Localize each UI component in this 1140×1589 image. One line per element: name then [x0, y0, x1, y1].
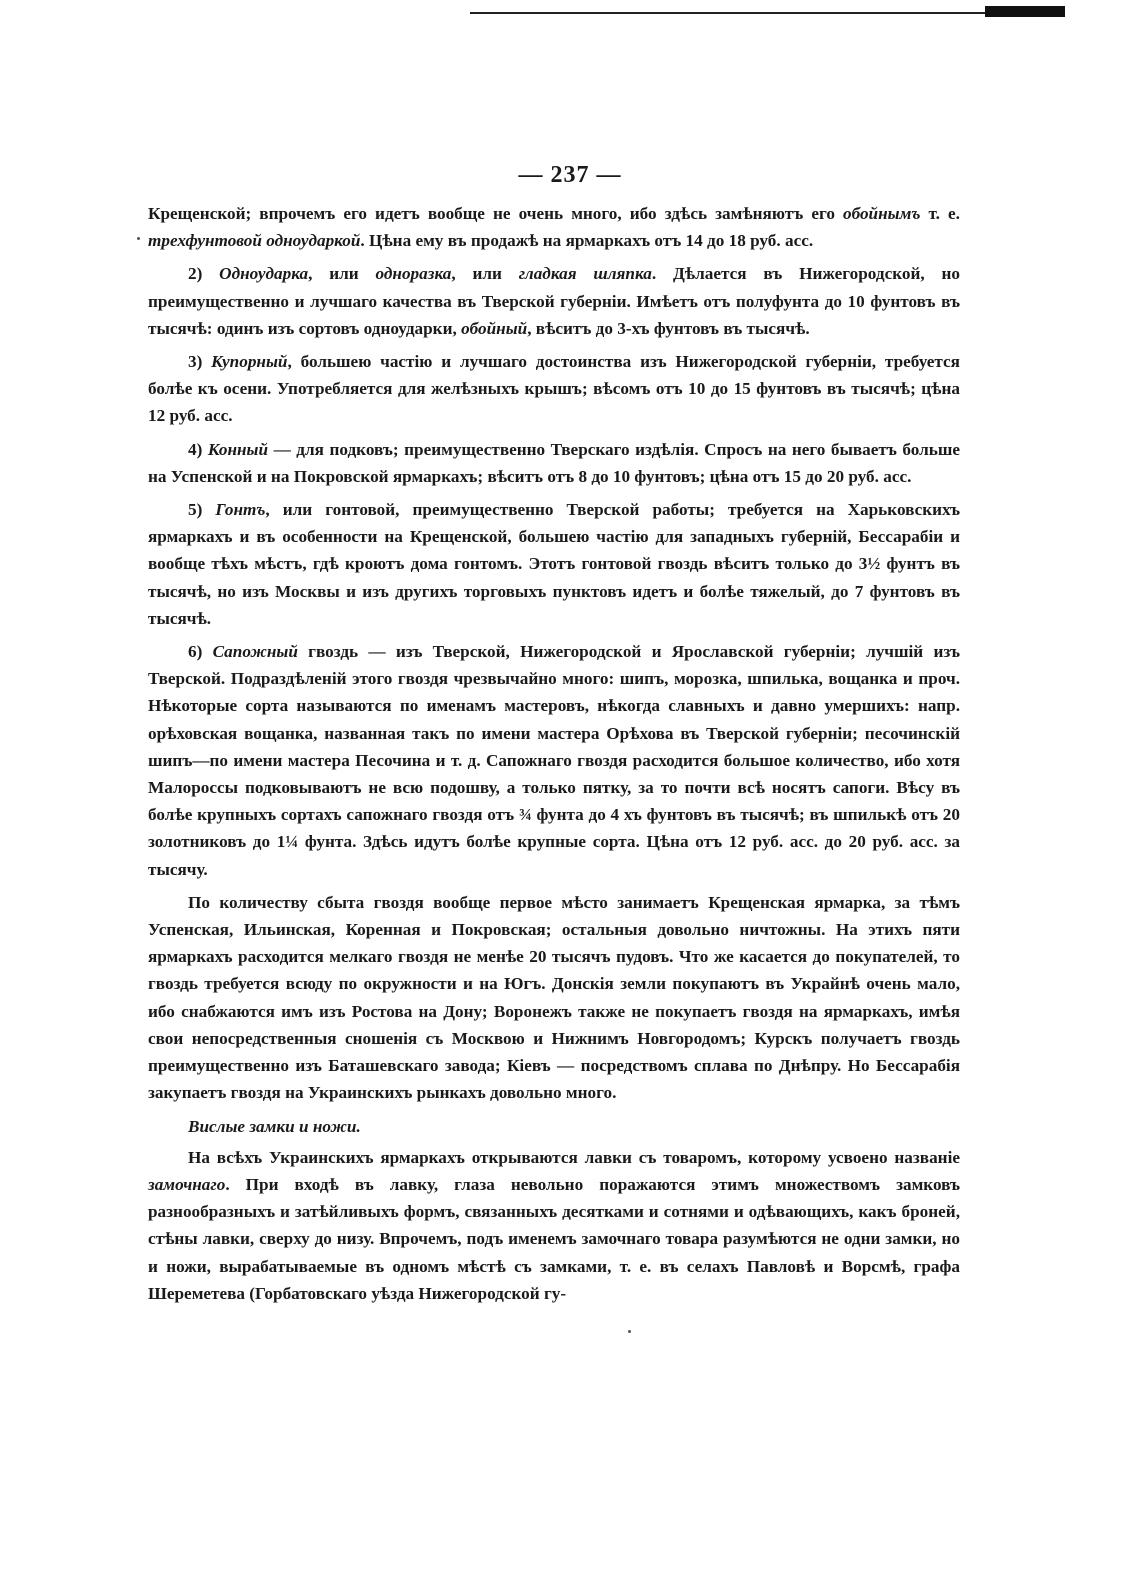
- paragraph: [148, 889, 960, 1107]
- italic-term: Купорный: [211, 352, 288, 372]
- text-run: гвоздь — изъ Тверской, Нижегородской и Ярославской губерніи; лучшій изъ Тверской. Подраздѣленій этого гвоздя чрезвычайно много: шипъ, морозка, шпилька, вощанка и проч. Нѣкоторые сорта называются по именамъ мастеровъ, нѣкогда славныхъ и давно умершихъ: напр. орѣховская вощанка, названная такъ по имени мастера Орѣхова въ Тверской губерніи; песочинскій шипъ—по имени мастера Песочина и т. д. Сапожнаго гвоздя расходится большое количество, ибо хотя Малороссы подковываютъ не всю подошву, а только пятку, за то почти всѣ носятъ сапоги. Вѣсу въ болѣе крупныхъ сортахъ сапожнаго гвоздя отъ ¾ фунта до 4 хъ фунтовъ въ тысячѣ; въ шпилькѣ отъ 20 золотниковъ до 1¼ фунта. Здѣсь идутъ болѣе крупные сорта. Цѣна отъ 12 руб. асс. до 20 руб. асс. за тысячу.: [148, 642, 960, 879]
- italic-term: Одноударка: [219, 264, 309, 284]
- text-run: На всѣхъ Украинскихъ ярмаркахъ открываются лавки съ товаромъ, которому усвоено названіе: [188, 1147, 960, 1167]
- italic-term: обойный: [461, 318, 528, 338]
- paragraph: [148, 436, 960, 490]
- italic-term: замочнаго: [148, 1174, 226, 1194]
- text-run: По количеству сбыта гвоздя вообще первое мѣсто занимаетъ Крещенская ярмарка, за тѣмъ Успенская, Ильинская, Коренная и Покровская; остальныя довольно ничтожны. На этихъ пяти ярмаркахъ расходится мелкаго гвоздя не менѣе 20 тысячъ пудовъ. Что же касается до покупателей, то гвоздь требуется всюду по окружности и на Югъ. Донскія земли покупаютъ въ Украйнѣ очень мало, ибо снабжаются имъ изъ Ростова на Дону; Воронежъ также не покупаетъ гвоздя на ярмаркахъ, имѣя свои непосредственныя сношенія съ Москвою и Нижнимъ Новгородомъ; Курскъ получаетъ гвоздь преимущественно изъ Баташевскаго завода; Кіевъ — посредствомъ сплава по Днѣпру. Но Бессарабія закупаетъ гвоздя на Украинскихъ рынкахъ довольно много.: [148, 892, 960, 1103]
- text-run: . Дѣлается въ Нижегородской, но преимущественно и лучшаго качества въ Тверской губерніи. Имѣетъ отъ полуфунта до 10 фунтовъ въ тысячѣ: одинъ изъ сортовъ одноударки,: [148, 264, 961, 338]
- page-number: — 237 —: [518, 162, 622, 188]
- italic-term: обойнымъ: [843, 204, 921, 223]
- top-thick-bar: [985, 6, 1065, 17]
- text-run: , или: [451, 264, 519, 284]
- top-thin-line: [470, 12, 990, 14]
- text-run: т. е.: [920, 204, 960, 223]
- paragraph: [148, 638, 960, 883]
- text-run: . При входѣ въ лавку, глаза невольно поражаются этимъ множествомъ замковъ разнообразныхъ и затѣйливыхъ формъ, связанныхъ десятками и сотнями и одѣвающихъ, какъ броней, стѣны лавки, сверху до низу. Впрочемъ, подъ именемъ замочнаго товара разумѣются не одни замки, но и ножи, вырабатываемые въ одномъ мѣстѣ съ замками, т. е. въ селахъ Павловѣ и Ворсмѣ, графа Шереметева (Горбатовскаго уѣзда Нижегородской гу-: [148, 1174, 960, 1303]
- paragraph: [148, 348, 960, 430]
- paragraph: [148, 260, 960, 342]
- italic-term: Гонтъ: [215, 500, 266, 520]
- margin-speck: [137, 237, 140, 240]
- italic-term: трехфунтовой одноударкой: [148, 231, 361, 251]
- text-run: , вѣситъ до 3-хъ фунтовъ въ тысячѣ.: [527, 318, 810, 338]
- italic-term: Конный: [207, 439, 269, 459]
- text-run: — для подковъ; преимущественно Тверскаго издѣлія. Спросъ на него бываетъ больше на Успенской и на Покровской ярмаркахъ; вѣситъ отъ 8 до 10 фунтовъ; цѣна отъ 15 до 20 руб. асс.: [148, 439, 960, 486]
- page-body-text: [148, 200, 960, 1313]
- text-run: 4): [188, 439, 208, 459]
- section-heading: [148, 1113, 960, 1140]
- paragraph: [148, 200, 960, 254]
- paragraph: [148, 496, 960, 632]
- italic-term: одноразка: [375, 264, 452, 284]
- text-run: , или гонтовой, преимущественно Тверской работы; требуется на Харьковскихъ ярмаркахъ и въ особенности на Крещенской, большею частію для западныхъ губерній, Бессарабіи и вообще тѣхъ мѣстъ, гдѣ кроютъ дома гонтомъ. Этотъ гонтовой гвоздь вѣситъ только до 3½ фунтъ въ тысячѣ, но изъ Москвы и изъ другихъ торговыхъ пунктовъ идетъ и болѣе тяжелый, до 7 фунтовъ въ тысячѣ.: [148, 500, 960, 628]
- text-run: , большею частію и лучшаго достоинства изъ Нижегородской губерніи, требуется болѣе къ осени. Употребляется для желѣзныхъ крышъ; вѣсомъ отъ 10 до 15 фунтовъ въ тысячѣ; цѣна 12 руб. асс.: [148, 352, 960, 426]
- text-run: 5): [188, 500, 216, 520]
- margin-speck: [628, 1330, 631, 1333]
- italic-term: Вислые замки и ножи.: [188, 1116, 361, 1136]
- text-run: 3): [188, 352, 212, 372]
- text-run: . Цѣна ему въ продажѣ на ярмаркахъ отъ 14 до 18 руб. асс.: [360, 231, 814, 251]
- italic-term: Сапожный: [212, 642, 298, 662]
- text-run: , или: [308, 264, 376, 284]
- paragraph: [148, 1144, 960, 1307]
- top-edge-rule: [470, 6, 1065, 18]
- text-run: 6): [188, 642, 213, 662]
- italic-term: гладкая шляпка: [518, 264, 652, 284]
- text-run: 2): [188, 264, 220, 284]
- text-run: Крещенской; впрочемъ его идетъ вообще не очень много, ибо здѣсь замѣняютъ его: [148, 204, 844, 223]
